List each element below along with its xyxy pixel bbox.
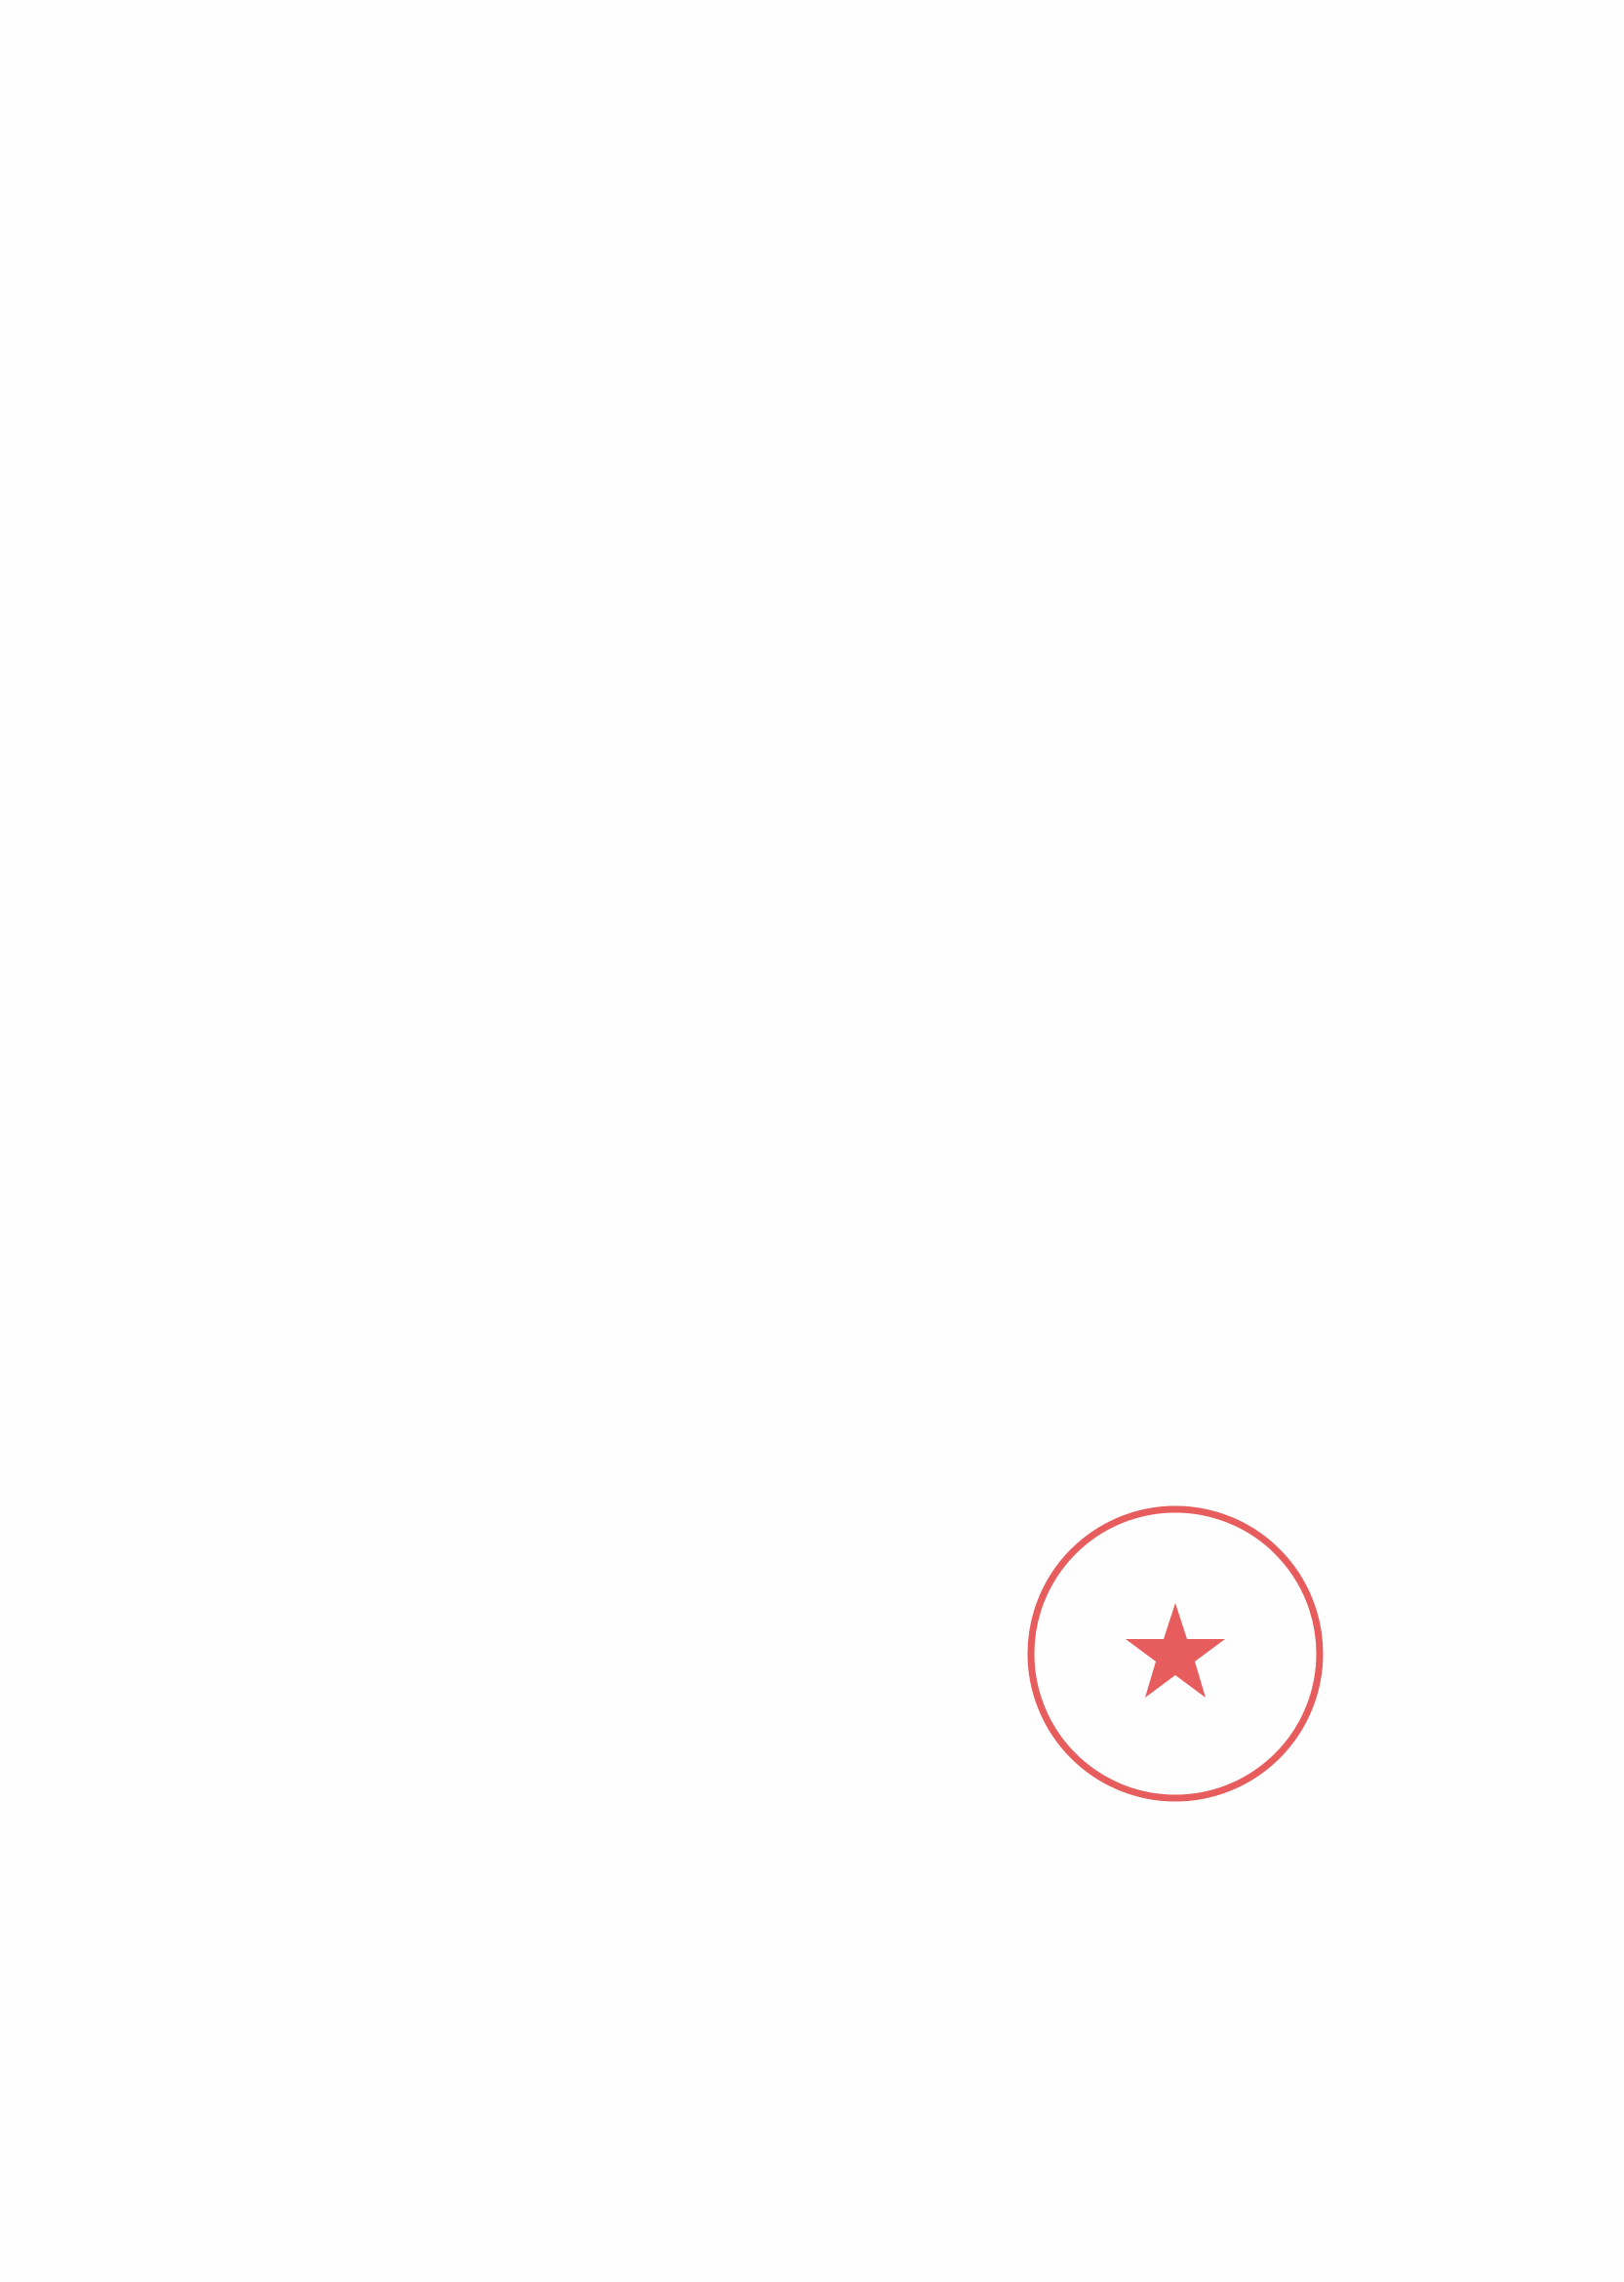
official-seal xyxy=(1019,1498,1331,1810)
seal-star-icon xyxy=(1126,1603,1225,1698)
